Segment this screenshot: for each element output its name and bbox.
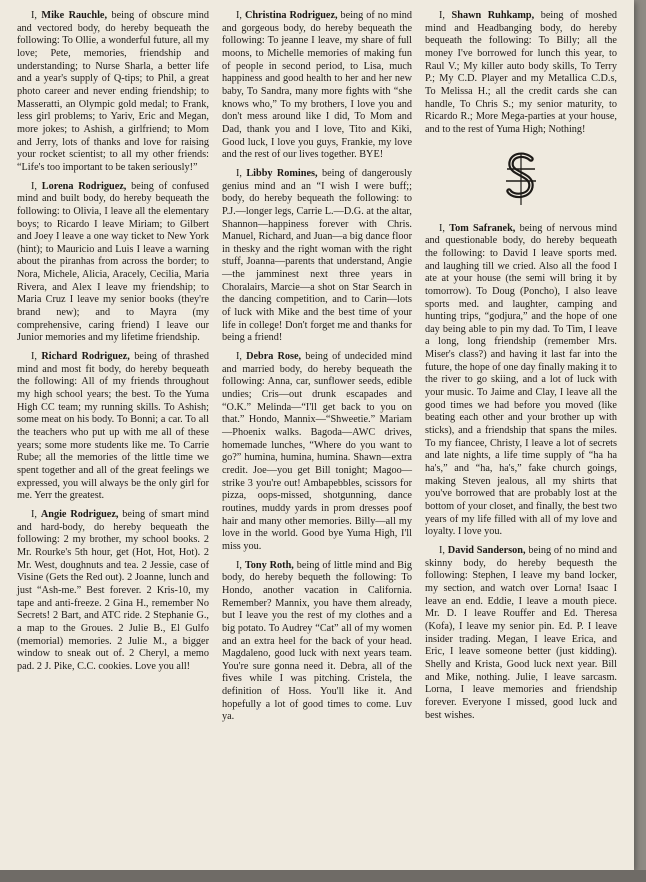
- entry-name: Shawn Ruhkamp,: [451, 10, 535, 21]
- entry-text: being of undecided mind and married body, do hereby bequeath the following: Anna, car, sunflower seeds, edible undies; Cris—out drunk escapades and “O.K.” Melinda—“I'll get back to you on that.” Hondo, Mannix—“Shweetie.” Mariam—Phoenix walks. Bagoda—AWC drives, homemade lunches, “Where do you want to go?” humina, humina, humina. Shawn—extra credit. Joe—you get Bill tonight; Magoo—strike 3 you're out! Ambapebbles, scissors for pizza, oops-missed, shotgunning, dance routines, muddy yards in prom dresses poof hair and many other memories. Billy—all my love in the world. Good bye Yuma High, I'll miss you.: [222, 351, 412, 552]
- entry-lead: I,: [439, 544, 445, 556]
- entry-mike-rauchle: [17, 10, 209, 175]
- entry-text: being of no mind and gorgeous body, do hereby bequeath the following: To jeanne I leave, my share of full moons, to Michelle memories of making fun of people in second period, to Lisa, much happiness and good health to her and her new baby, To Sandra, many more fights with “she knows who,” To my brothers, I love you and don't mess around like I did, To Mom and Dad, thank you and I love, Tito and Kiki, Good luck, I love you guys, Frankie, my love and the rest of our lives together. BYE!: [222, 10, 413, 161]
- entry-lead: I,: [236, 10, 242, 21]
- entry-text: being of thrashed mind and most fit body, do hereby bequeath the following: All of my friends throughout my high school years; the best. To the Yuma High CC team; my running skills. To Ashish; some meat on his body. To Bonni; a car. To all the teachers who put up with me all of these years; some more students like me. To Carrie Rube; all the memories of the little time we spent together and all of the great feelings we expressed, you will always be the only girl for me. Yerr the greatest.: [17, 351, 210, 502]
- entry-lead: I,: [31, 508, 37, 520]
- entry-text: being of confused mind and built body, do hereby bequeath the following: to Olivia, I leave all the elementary boys; to Ricardo I leave Miriam; to Gilbert and Joey I leave a one way ticket to New York (hint); to Mauricio and Luis I leave a warning about the piranhas from across the border; to Nora, Michele, Alicia, Aracely, Cecilia, Maria Rivera, and Alex I leave my friendship; to Maria Cruz I leave my senior books (they're brand new); and to Mayra (my comprehensive, caring friend) I leave our Junior memories and my lifetime friendship.: [17, 180, 210, 344]
- entry-name: Christina Rodriguez,: [244, 10, 338, 21]
- entry-angie-rodriguez: [17, 509, 209, 674]
- entry-tony-roth: [222, 560, 412, 725]
- entry-libby-romines: [222, 168, 412, 345]
- column-right: [425, 10, 617, 728]
- entry-lead: I,: [236, 351, 242, 363]
- entry-debra-rose: [222, 351, 412, 554]
- entry-name: Angie Rodriguez,: [40, 508, 119, 520]
- entry-name: Libby Romines,: [246, 167, 318, 179]
- entry-text: being of nervous mind and questionable body, do hereby bequeath the following: to David I leave sports med. and laughing till we cried. Also all the food I ate at your house (the semi will bring it by tomorrow). To Doug (Poncho), I also leave sports med. and laughter, camping and hunting trips, “godjura,” and the hope of one day being able to pin my dad. To Tim, I leave a long, long friendship (remember Mrs. Miser's class?) and having it last far into the future, the hope of one day finally making it to the river to go skiing, and a lot of luck with your music. To Jaime and Clay, I leave all the good times we had before you moved (like beating each other and your brother up with sticks), and a friendship that spans the miles. To my fiancee, Christy, I leave a lot of secrets and late nights, a life time supply of “ha ha ha's,” and “ha, ha's,” fake church goings, making Steven jealous, all my shirts that you've borrowed that are probably lost at the bottom of your closet, and finally, the best two years of my life filled with all of my love and loyalty. I love you.: [425, 222, 617, 538]
- entry-lorena-rodriguez: [17, 181, 209, 346]
- entry-lead: I,: [31, 351, 37, 363]
- column-middle: [222, 10, 412, 730]
- entry-name: Tom Safranek,: [449, 222, 516, 234]
- entry-tom-safranek: [425, 223, 617, 539]
- entry-lead: I,: [236, 559, 242, 571]
- entry-christina-rodriguez: [222, 10, 412, 162]
- entry-text: being of smart mind and hard-body, do hereby bequeath the following: 2 my brother, my school books. 2 Mr. Rourke's 5th hour, get (Hot, Hot, Hot). 2 Mr. West, doughnuts and tea. 2 Jessie, case of Visine (Gets the Red out). 2 Joanne, lunch and just “Ash-me.” Best forever. 2 Kris-10, my tape and anti-freeze. 2 Gina H., remember No Secrets! 2 Bart, and ATC ride. 2 Stephanie G., a map to the Groues. 2 Julie B., El Gulfo (memorial) memories. 2 Julie M., a bigger window to sneak out of. 2 Cheryl, a memo pad. 2 J. Pike, C.C. cookies. Love you all!: [17, 508, 210, 672]
- entry-text: being of little mind and Big body, do hereby bequeth the following: To Hondo, another vacation in California. Remember? Mannix, you have them already, but I leave you the rest of my clothes and a big potato. To Audrey “Cat” all of my women and an extra heel for the back of your head. Magdaleno, good luck with next years team. You're sure gonna need it. Debra, all of the fives while I was pitching. Cristela, the definition of Hoss. You'll like it. And hopefully a lot of good times to come. Luv ya.: [222, 559, 413, 723]
- entry-richard-rodriguez: [17, 351, 209, 503]
- page-bottom-edge: [0, 870, 646, 882]
- column-left: [17, 10, 209, 679]
- entry-lead: I,: [439, 10, 445, 21]
- entry-text: being of no mind and skinny body, do hereby bequesth the following: Stephen, I leave my band locker, my section, and watch over Lorna! Isaac I leave an end. Eddie, I leave a mouth piece. Mr. D. I leave Rouffer and Ed. Theresa (Kofa), I leave my senior pin. Ed. P. I leave insider trading. Megan, I leave Erica, and Eric, I leave someone better (just kidding). Shelly and Krista, Good luck next year. Bill and Mike, nothing. Julie, I leave sarcasm. Lorna, I leave memories and friendship forever. Everyone I missed, good luck and best wishes.: [425, 544, 617, 721]
- entry-lead: I,: [236, 167, 242, 179]
- section-letter-s-icon: [425, 145, 617, 213]
- entry-name: Mike Rauchle,: [41, 10, 108, 21]
- entry-text: being of obscure mind and vectored body, do hereby bequeath the following: To Ollie, a wonderful future, all my love; Pete, memories, friendship and understanding; to Nurse Sharla, a better life and a year's supply of Q-tips; to Phil, a great photo career and never ending friendship; to Masseratti, an Olympic gold medal; to Frank, less girl problems; to Yariv, Eric and Megan, more jokes; to Ashish, a girlfriend; to Mom and Jerry, lots of thanks and love for raising your rocket scientist; to all my other friends: “Life's too important to be taken seriously!”: [17, 10, 209, 173]
- entry-text: being of dangerously genius mind and an “I wish I were buff;; body, do hereby bequeath the following: to P.J.—longer legs, Carrie L.—D.G. at the altar, Shannon—happiness forever with Chris. Manuel, Richard, and Juan—a big dance floor in thesky and the right woman with the right stuff, Joanna—parents that understand, Angie—the jamminest next three years in Choralairs, Marcie—a shot on Star Search in the dancing competition, and to Carin—lots of luck with Mike and the best time of your life in college! Don't forget me and thanks for being a friend!: [222, 167, 413, 344]
- entry-lead: I,: [31, 10, 37, 21]
- entry-name: Debra Rose,: [246, 351, 302, 363]
- entry-lead: I,: [439, 222, 445, 234]
- entry-lead: I,: [31, 180, 37, 192]
- entry-text: being of moshed mind and Headbanging body, do hereby bequeath the following: To Billy; all the money I've borrowed for lunch this year, to Raul V.; My killer auto body skills, To Terry P.; My C.D. Player and my Metallica C.D.s, To Melissa H.; all the credit cards she can handle, To Chris S.; my senior maturity, to Ricardo R.; More Mega-parties at your house, and to the rest of Yuma High; Nothing!: [425, 10, 618, 135]
- entry-name: Lorena Rodriguez,: [41, 180, 127, 192]
- entry-shawn-ruhkamp: [425, 10, 617, 137]
- entry-name: Tony Roth,: [244, 559, 294, 571]
- entry-name: David Sanderson,: [447, 544, 526, 556]
- entry-david-sanderson: [425, 545, 617, 722]
- entry-name: Richard Rodriguez,: [41, 351, 130, 363]
- ornamental-s-icon: [503, 151, 539, 207]
